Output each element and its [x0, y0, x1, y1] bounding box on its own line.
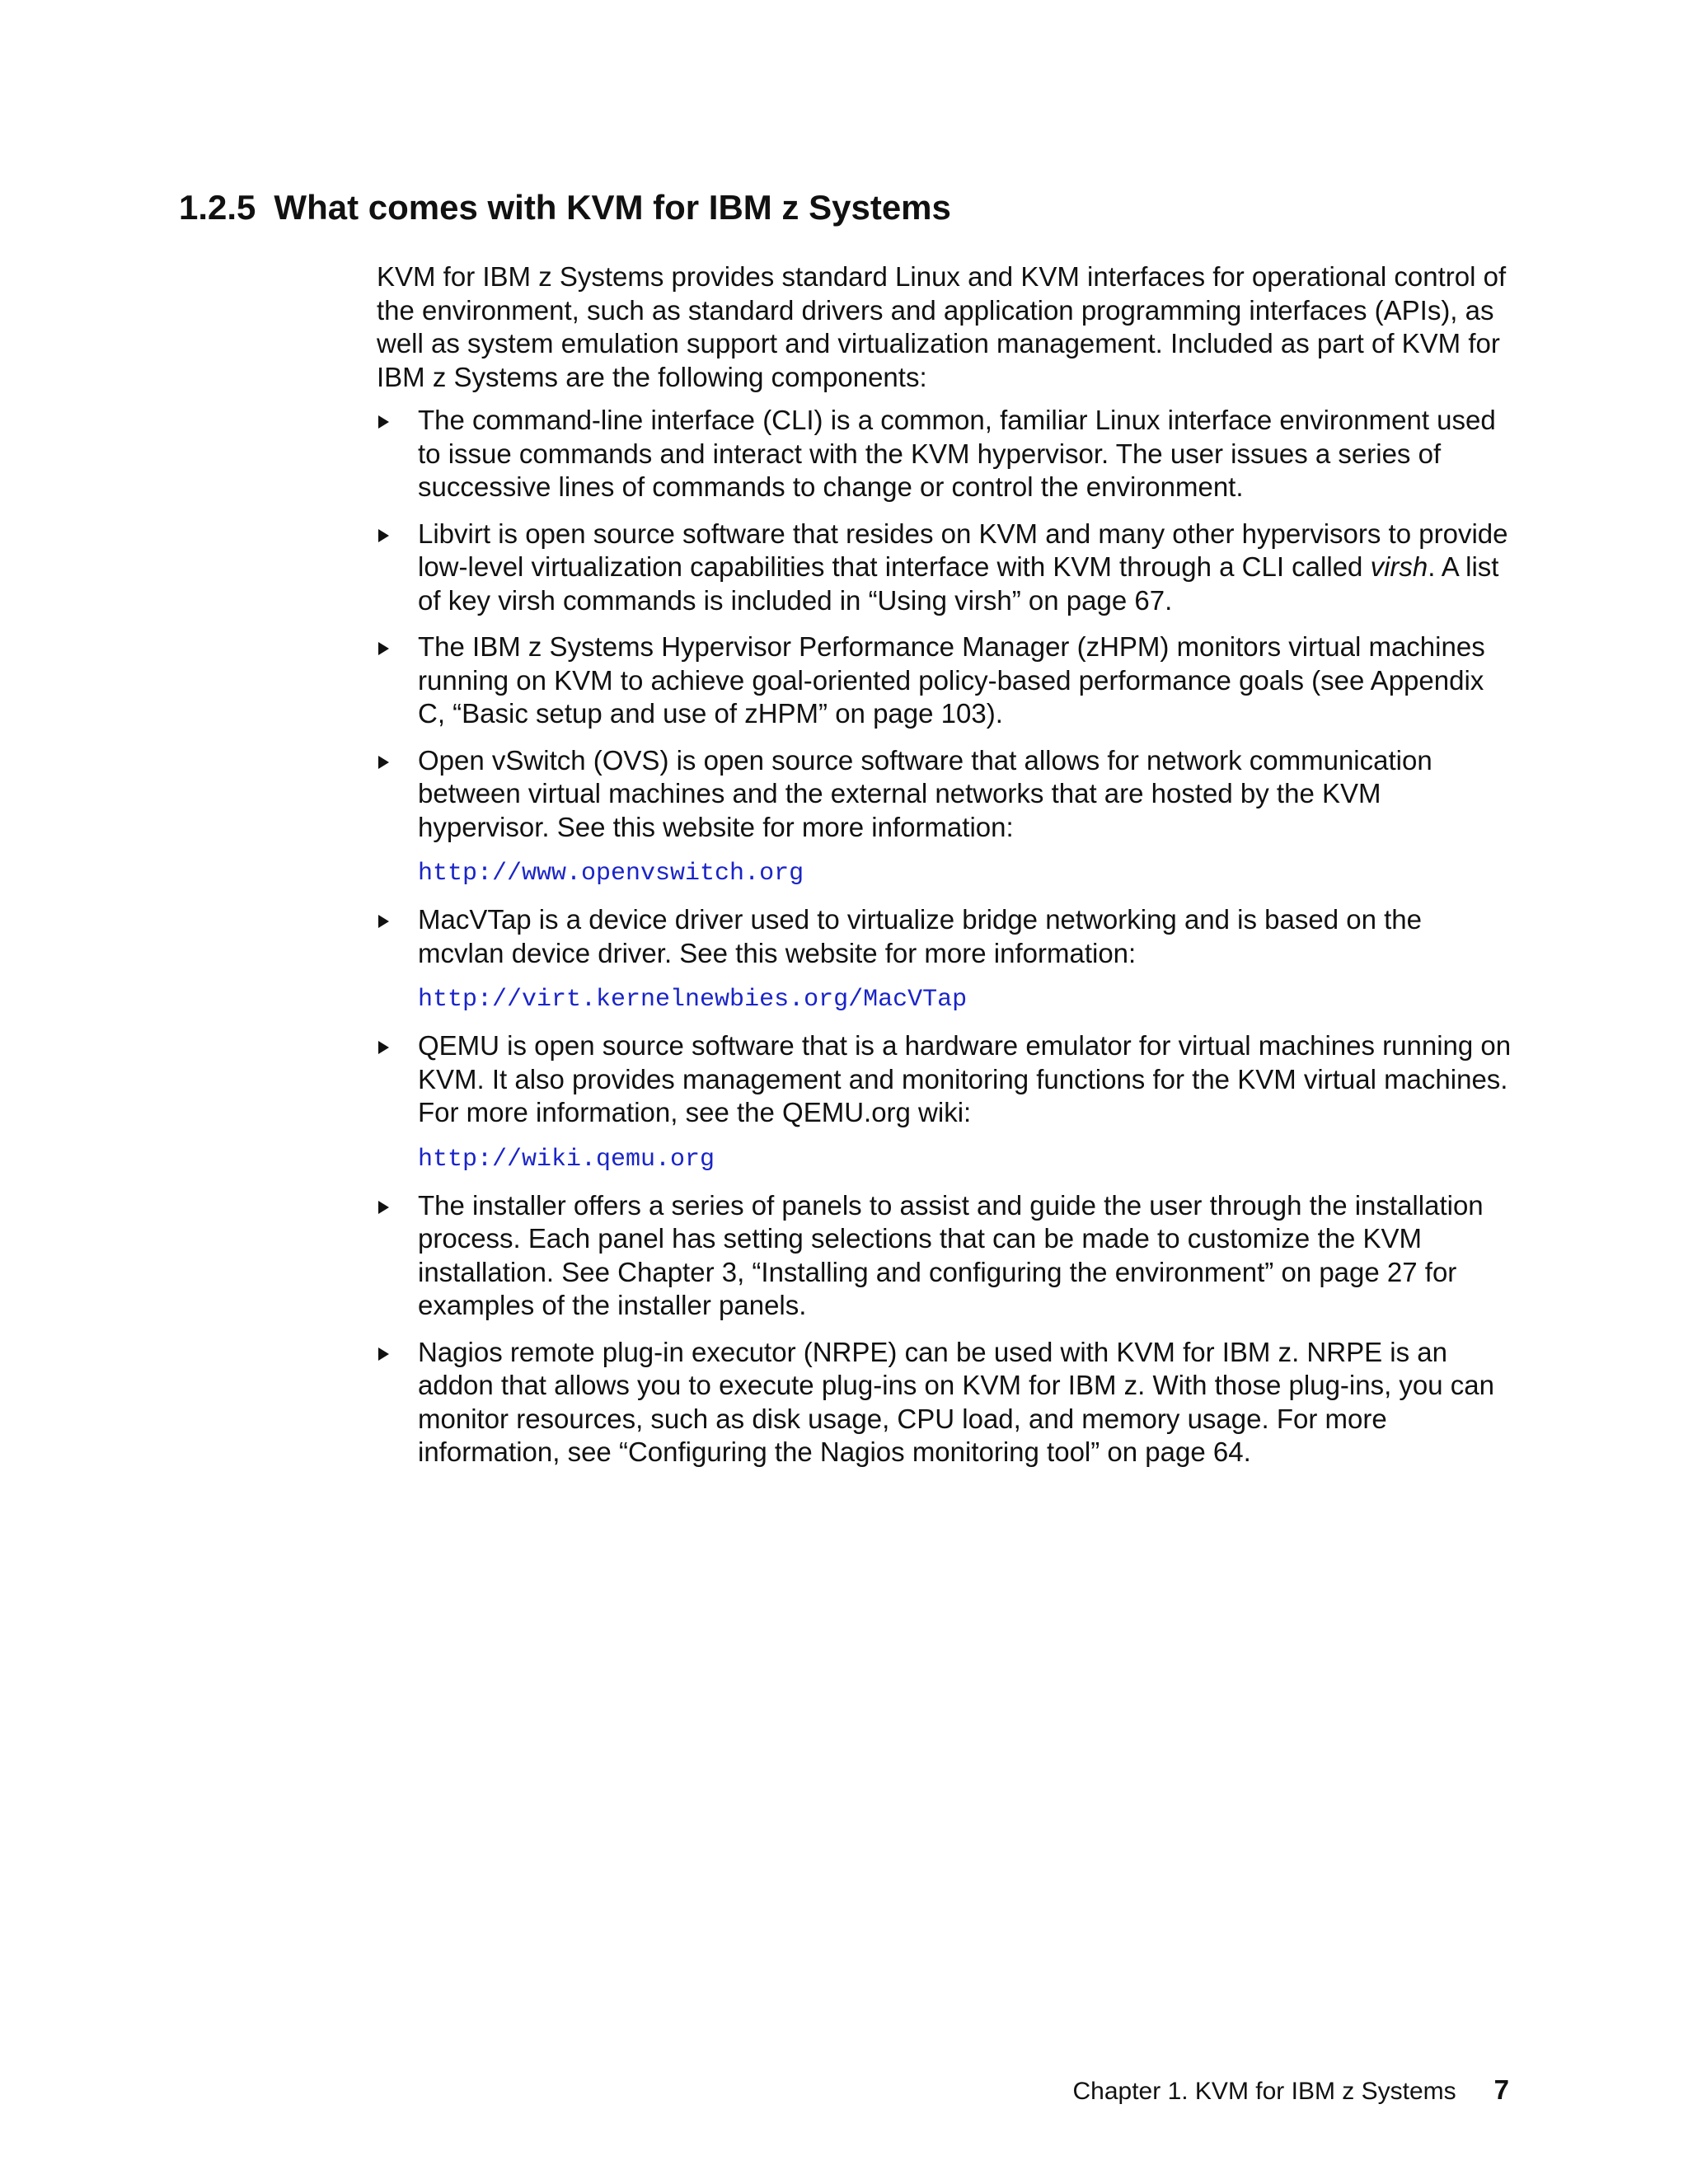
list-item-text: The installer offers a series of panels to assist and guide the user through the installation process. Each panel has setting selections that can be made to customize the KVM installation. See Chapter 3, “Installing and configuring the environment” on page 27 for examples of the installer panels. [418, 1189, 1484, 1320]
qemu-wiki-link[interactable]: http://wiki.qemu.org [418, 1145, 715, 1174]
triangle-bullet-icon [378, 529, 389, 542]
list-item-text: MacVTap is a device driver used to virtualize bridge networking and is based on the mcvlan device driver. See this website for more information: [418, 904, 1423, 968]
page-number: 7 [1493, 2074, 1509, 2105]
list-item-cli [377, 404, 1514, 504]
triangle-bullet-icon [378, 1201, 389, 1214]
macvtap-link[interactable]: http://virt.kernelnewbies.org/MacVTap [418, 986, 968, 1014]
list-item-text: The command-line interface (CLI) is a common, familiar Linux interface environment used to issue commands and interact with the KVM hypervisor. The user issues a series of successive lines of commands to change or control the environment. [418, 405, 1496, 502]
triangle-bullet-icon [378, 756, 389, 769]
list-item-nrpe [377, 1336, 1514, 1469]
list-item-text: QEMU is open source software that is a hardware emulator for virtual machines running on KVM. It also provides management and monitoring functions for the KVM virtual machines. For more information, see the QEMU.org wiki: [418, 1030, 1512, 1127]
main-content [377, 260, 1514, 1483]
section-number: 1.2.5 [179, 188, 256, 227]
list-item-text: Libvirt is open source software that resides on KVM and many other hypervisors to provide low-level virtualization capabilities that interface with KVM through a CLI called virsh. A list of key virsh commands is included in “Using virsh” on page 67. [418, 518, 1508, 616]
list-item-zhpm [377, 630, 1514, 731]
triangle-bullet-icon [378, 1041, 389, 1054]
list-item-installer [377, 1189, 1514, 1323]
section-title: What comes with KVM for IBM z Systems [274, 188, 951, 227]
list-item-text: Open vSwitch (OVS) is open source software that allows for network communication between virtual machines and the external networks that are hosted by the KVM hypervisor. See this website for more information: [418, 744, 1432, 842]
openvswitch-link[interactable]: http://www.openvswitch.org [418, 860, 804, 888]
triangle-bullet-icon [378, 915, 389, 928]
component-list [377, 404, 1514, 1469]
page-footer [1073, 2074, 1510, 2108]
virsh-term: virsh [1370, 551, 1428, 582]
footer-chapter-title: Chapter 1. KVM for IBM z Systems [1072, 2078, 1456, 2105]
list-item-text: Nagios remote plug-in executor (NRPE) can be used with KVM for IBM z. NRPE is an addon that allows you to execute plug-ins on KVM for IBM z. With those plug-ins, you can monitor resources, such as disk usage, CPU load, and memory usage. For more information, see “Configuring the Nagios monitoring tool” on page 64. [418, 1336, 1495, 1467]
intro-paragraph: KVM for IBM z Systems provides standard Linux and KVM interfaces for operational control of the environment, such as standard drivers and application programming interfaces (APIs), as well as system emulation support and virtualization management. Included as part of KVM for IBM z Systems are the following components: [377, 261, 1507, 392]
triangle-bullet-icon [378, 1347, 389, 1361]
triangle-bullet-icon [378, 415, 389, 429]
list-item-qemu [377, 1029, 1514, 1176]
section-heading [179, 186, 951, 229]
list-item-text: The IBM z Systems Hypervisor Performance Manager (zHPM) monitors virtual machines running on KVM to achieve goal-oriented policy-based performance goals (see Appendix C, “Basic setup and use of zHPM” on page 103). [418, 631, 1485, 729]
list-item-libvirt [377, 518, 1514, 618]
triangle-bullet-icon [378, 642, 389, 655]
list-item-ovs [377, 744, 1514, 891]
list-item-macvtap [377, 903, 1514, 1016]
